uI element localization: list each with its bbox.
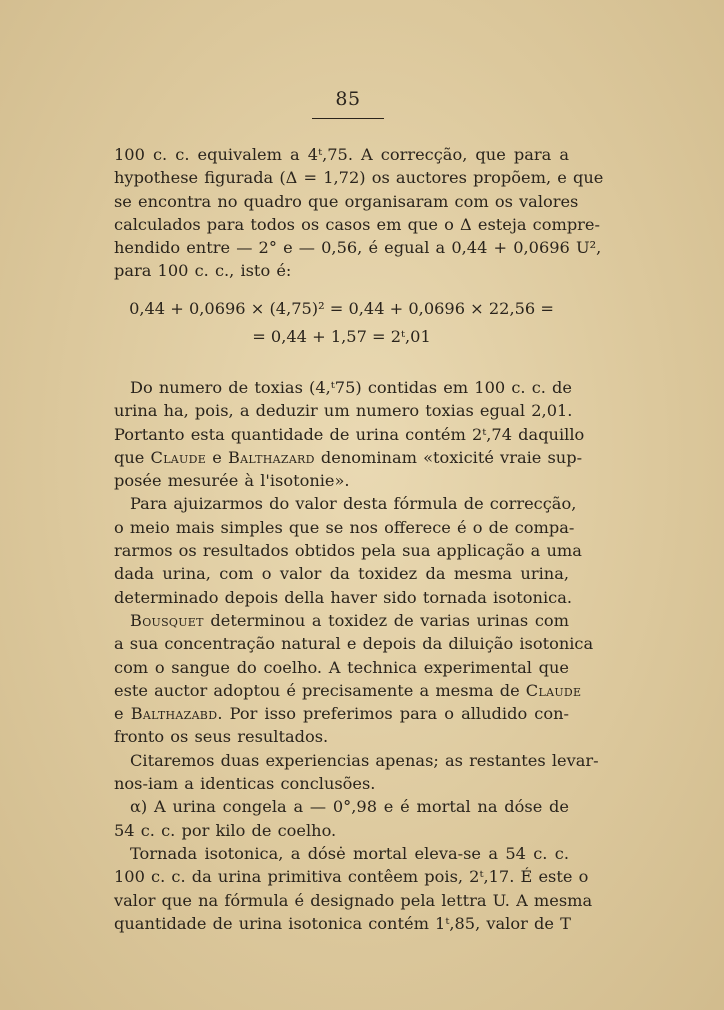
text-line: o meio mais simples que se nos offerece é o de compa-	[114, 517, 575, 537]
text-line: fronto os seus resultados.	[114, 727, 329, 747]
body-text	[114, 376, 599, 935]
text-line: Portanto esta quantidade de urina contém 2ᵗ,74 daquillo	[114, 424, 585, 444]
page-number-rule	[312, 118, 384, 119]
text-line	[114, 446, 583, 469]
text-line: calculados para todos os casos em que o Δ esteja compre-	[114, 214, 600, 234]
paragraph-intro	[114, 143, 604, 283]
text-segment: determinou a toxidez de varias urinas com	[203, 610, 569, 630]
text-line: 54 c. c. por kilo de coelho.	[114, 820, 337, 840]
page-number: 85	[335, 88, 361, 110]
author-name: Balthazard	[227, 447, 315, 467]
text-line: Tornada isotonica, a dósė mortal eleva-se a 54 c. c.	[130, 843, 569, 863]
formula-line-1: 0,44 + 0,0696 × (4,75)² = 0,44 + 0,0696 × 22,56 =	[129, 299, 554, 318]
author-name: Balthazabd	[130, 704, 218, 724]
text-line: Para ajuizarmos do valor desta fórmula de correcção,	[130, 494, 577, 514]
author-name: Claude	[150, 447, 207, 467]
text-segment: . Por isso preferimos para o alludido con-	[217, 704, 570, 724]
text-line: rarmos os resultados obtidos pela sua applicação a uma	[114, 541, 582, 561]
text-line	[114, 609, 569, 632]
text-line: posée mesurée à l'isotonie».	[114, 471, 350, 491]
text-line: 100 c. c. da urina primitiva contêem pois, 2ᵗ,17. É este o	[114, 867, 589, 887]
text-line: quantidade de urina isotonica contém 1ᵗ,85, valor de T	[114, 913, 571, 933]
text-line: para 100 c. c., isto é:	[114, 261, 292, 281]
text-segment: denominam «toxicité vraie sup-	[314, 447, 583, 467]
text-line: se encontra no quadro que organisaram com os valores	[114, 191, 579, 211]
text-line: urina ha, pois, a deduzir um numero toxias egual 2,01.	[114, 401, 573, 421]
text-line: determinado depois della haver sido tornada isotonica.	[114, 587, 572, 607]
text-line	[114, 702, 569, 725]
text-line: valor que na fórmula é designado pela lettra U. A mesma	[114, 890, 593, 910]
text-line: Citaremos duas experiencias apenas; as restantes levar-	[130, 750, 599, 770]
author-name: Bousquet	[130, 610, 204, 630]
text-line: com o sangue do coelho. A technica experimental que	[114, 657, 569, 677]
text-segment: este auctor adoptou é precisamente a mesma de	[114, 680, 526, 700]
text-line: dada urina, com o valor da toxidez da mesma urina,	[114, 564, 569, 584]
text-line: a sua concentração natural e depois da diluição isotonica	[114, 634, 594, 654]
text-line	[114, 679, 582, 702]
text-line: 100 c. c. equivalem a 4ᵗ,75. A correcção, que para a	[114, 145, 569, 164]
text-line: hendido entre — 2° e — 0,56, é egual a 0,44 + 0,0696 U²,	[114, 238, 602, 258]
formula-line-2: = 0,44 + 1,57 = 2ᵗ,01	[252, 327, 431, 346]
text-line: α) A urina congela a — 0°,98 e é mortal na dóse de	[130, 797, 569, 817]
author-name: Claude	[525, 680, 582, 700]
text-segment: e	[114, 704, 131, 724]
text-line: nos-iam a identicas conclusões.	[114, 774, 376, 794]
text-segment: que	[114, 447, 151, 467]
text-segment: e	[206, 447, 228, 467]
text-line: hypothese figurada (Δ = 1,72) os auctores propõem, e que	[114, 168, 604, 188]
text-line: Do numero de toxias (4,ᵗ75) contidas em 100 c. c. de	[130, 378, 572, 397]
